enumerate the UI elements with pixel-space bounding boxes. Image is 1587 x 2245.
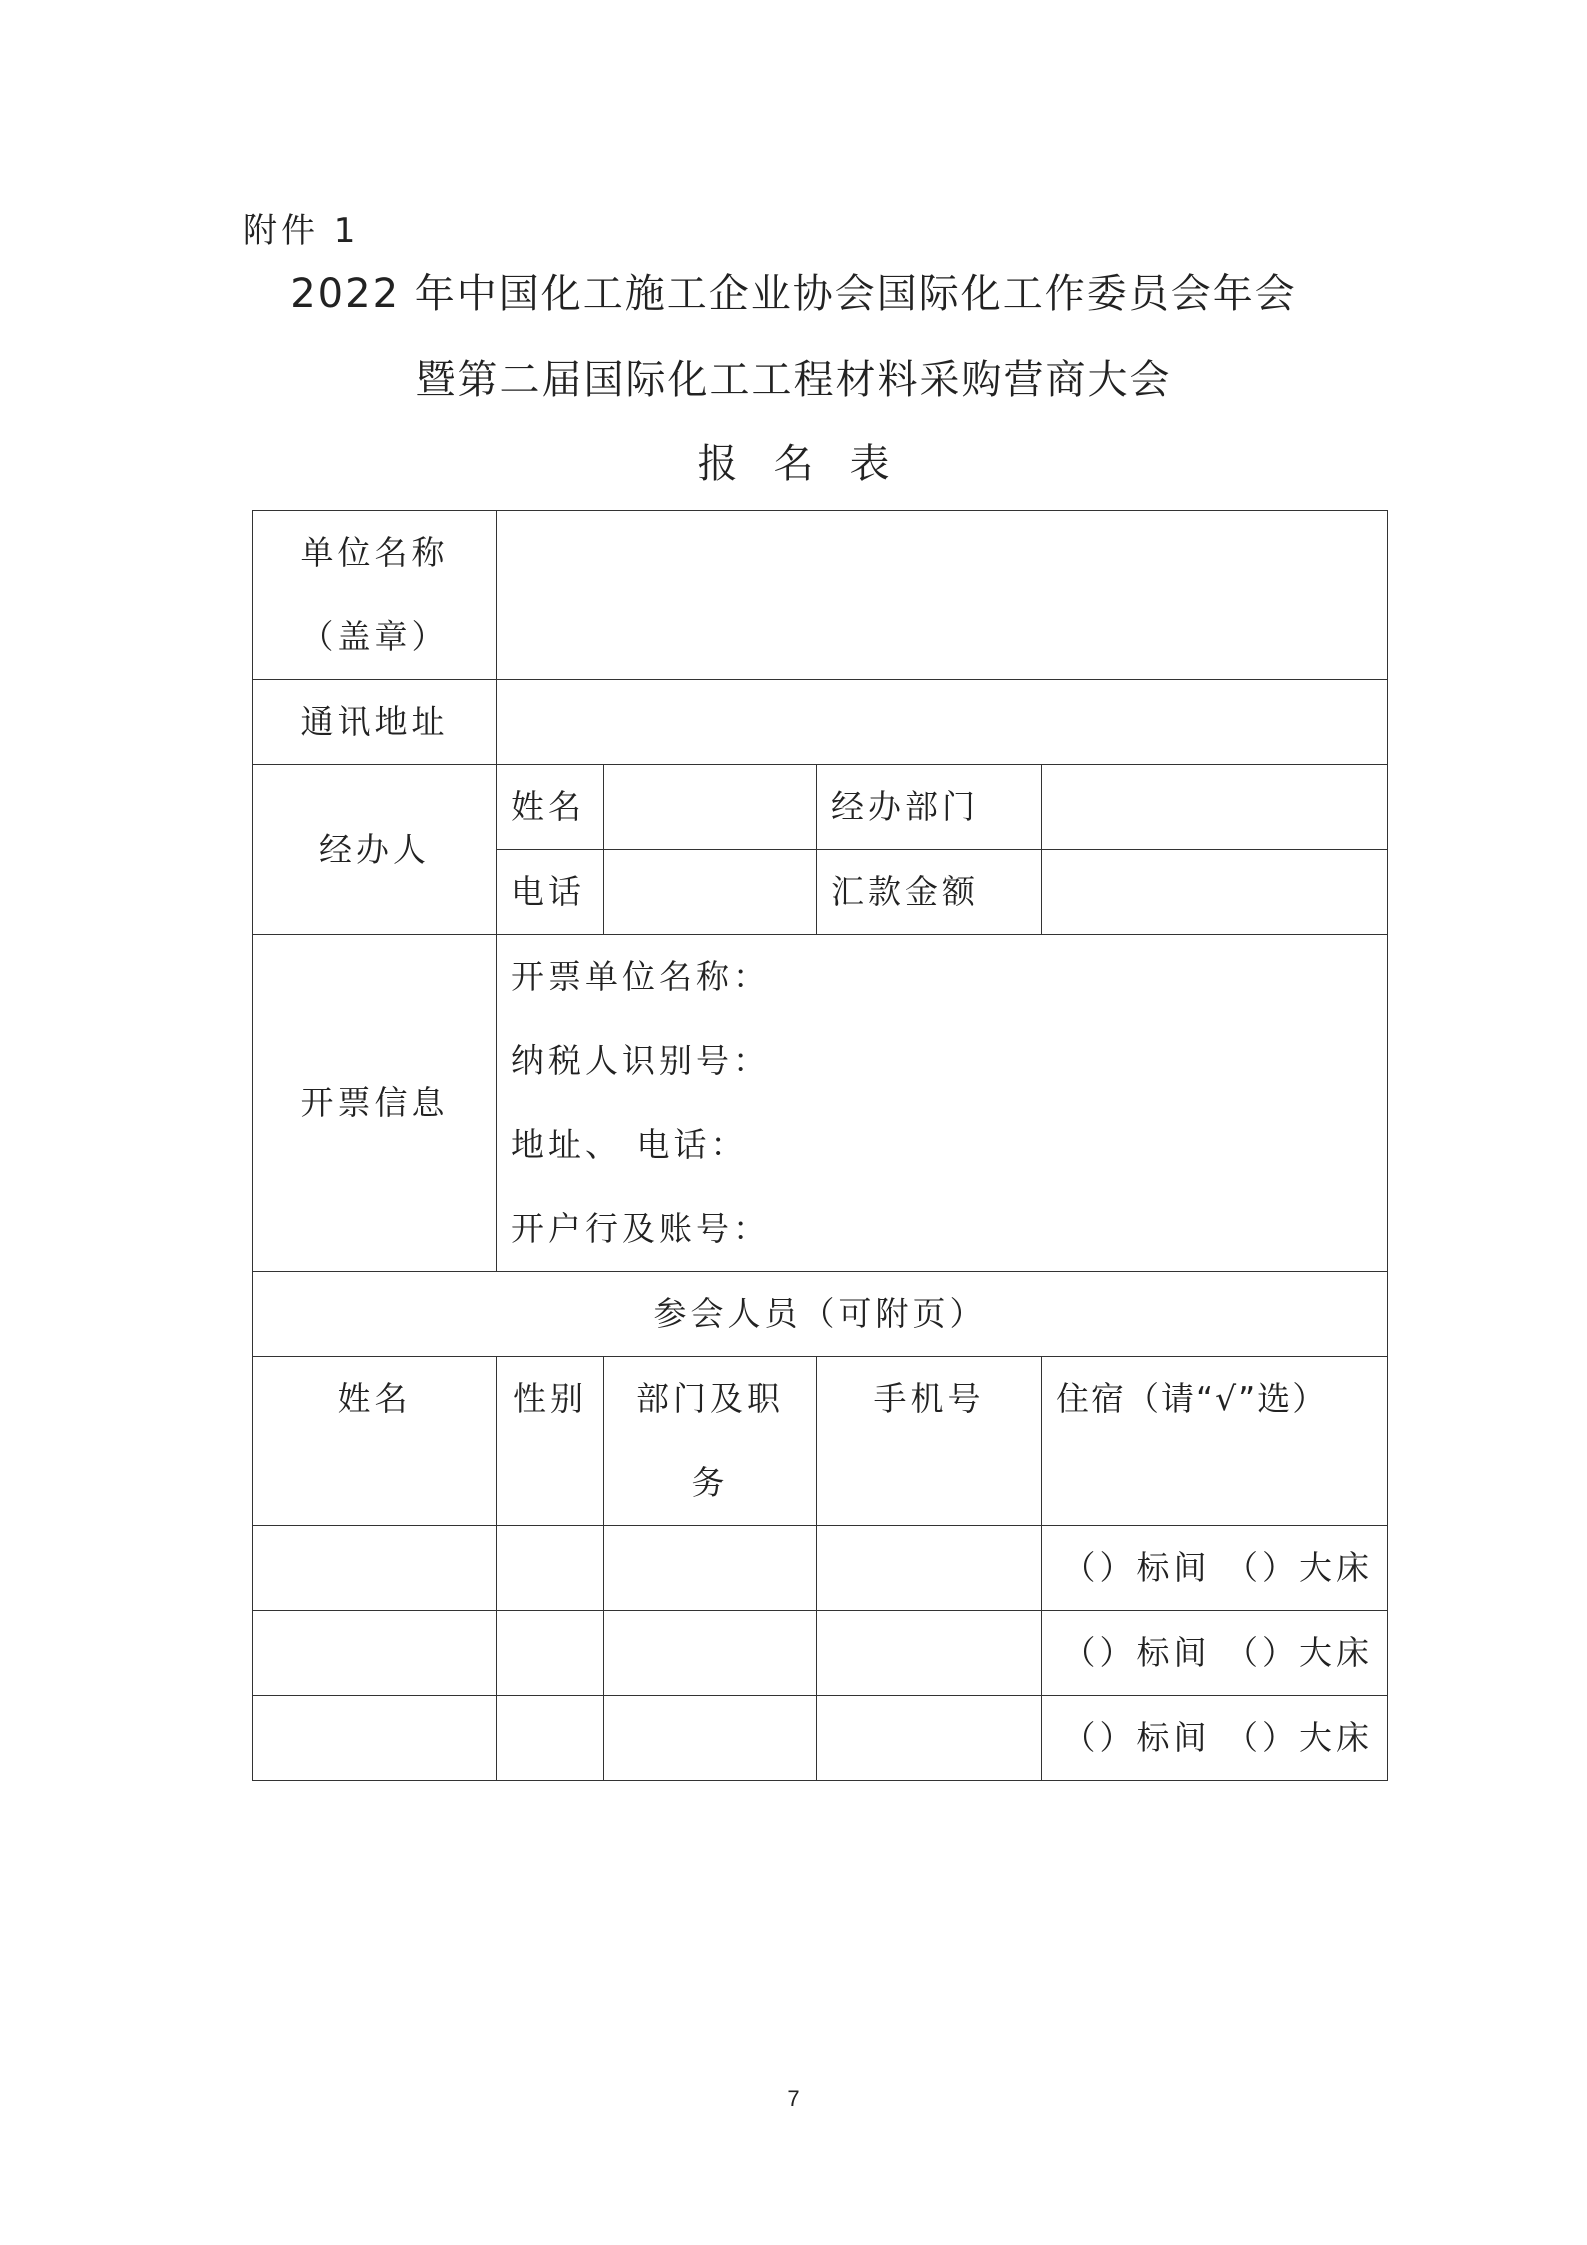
column-header-gender: 性别	[497, 1357, 604, 1526]
address-field[interactable]	[497, 680, 1388, 765]
unit-name-row	[253, 511, 1388, 680]
attachment-label: 附件 1	[243, 211, 360, 251]
attendees-header-row	[253, 1357, 1388, 1526]
document-title-line1: 2022 年中国化工施工企业协会国际化工作委员会年会	[290, 271, 1297, 317]
table-row	[253, 1611, 1388, 1696]
attendee-name-field[interactable]	[253, 1526, 497, 1611]
attendee-mobile-field[interactable]	[817, 1696, 1042, 1781]
column-header-mobile: 手机号	[817, 1357, 1042, 1526]
invoice-address-phone-line: 地址、 电话：	[511, 1125, 748, 1164]
attendee-gender-field[interactable]	[497, 1526, 604, 1611]
address-row	[253, 680, 1388, 765]
attendee-department-field[interactable]	[604, 1526, 817, 1611]
invoice-company-name-line: 开票单位名称：	[511, 957, 770, 996]
attendee-room-options[interactable]: （）标间 （）大床	[1042, 1696, 1388, 1781]
handler-name-field[interactable]	[604, 765, 817, 850]
invoice-info-field[interactable]	[497, 935, 1388, 1272]
remittance-amount-field[interactable]	[1042, 850, 1388, 935]
attendee-gender-field[interactable]	[497, 1611, 604, 1696]
unit-name-label-cell	[253, 511, 497, 680]
unit-name-field[interactable]	[497, 511, 1388, 680]
attendees-title-row	[253, 1272, 1388, 1357]
attendee-gender-field[interactable]	[497, 1696, 604, 1781]
attendee-name-field[interactable]	[253, 1611, 497, 1696]
handler-phone-field[interactable]	[604, 850, 817, 935]
invoice-bank-account-line: 开户行及账号：	[511, 1209, 770, 1248]
address-label: 通讯地址	[253, 680, 497, 765]
handler-department-field[interactable]	[1042, 765, 1388, 850]
attendee-name-field[interactable]	[253, 1696, 497, 1781]
attendee-department-field[interactable]	[604, 1696, 817, 1781]
handler-row-1	[253, 765, 1388, 850]
form-title: 报名表	[697, 441, 926, 487]
attendee-mobile-field[interactable]	[817, 1526, 1042, 1611]
column-header-department-line2: 务	[691, 1463, 729, 1502]
column-header-department	[604, 1357, 817, 1526]
attendee-room-options[interactable]: （）标间 （）大床	[1042, 1611, 1388, 1696]
handler-department-label: 经办部门	[817, 765, 1042, 850]
handler-name-label: 姓名	[497, 765, 604, 850]
attendee-department-field[interactable]	[604, 1611, 817, 1696]
column-header-accommodation: 住宿（请“√”选）	[1042, 1357, 1388, 1526]
registration-form-table	[252, 510, 1388, 1781]
unit-name-label: 单位名称	[300, 533, 449, 572]
handler-label: 经办人	[253, 765, 497, 935]
remittance-amount-label: 汇款金额	[817, 850, 1042, 935]
handler-phone-label: 电话	[497, 850, 604, 935]
table-row	[253, 1526, 1388, 1611]
table-row	[253, 1696, 1388, 1781]
attendee-room-options[interactable]: （）标间 （）大床	[1042, 1526, 1388, 1611]
invoice-tax-id-line: 纳税人识别号：	[511, 1041, 770, 1080]
page-number: 7	[787, 2086, 800, 2111]
invoice-row	[253, 935, 1388, 1272]
attendees-title: 参会人员（可附页）	[253, 1272, 1388, 1357]
document-title-line2: 暨第二届国际化工工程材料采购营商大会	[415, 357, 1172, 403]
attendee-mobile-field[interactable]	[817, 1611, 1042, 1696]
seal-label: （盖章）	[300, 617, 449, 656]
column-header-name: 姓名	[253, 1357, 497, 1526]
column-header-department-line1: 部门及职	[636, 1379, 784, 1418]
invoice-label: 开票信息	[253, 935, 497, 1272]
